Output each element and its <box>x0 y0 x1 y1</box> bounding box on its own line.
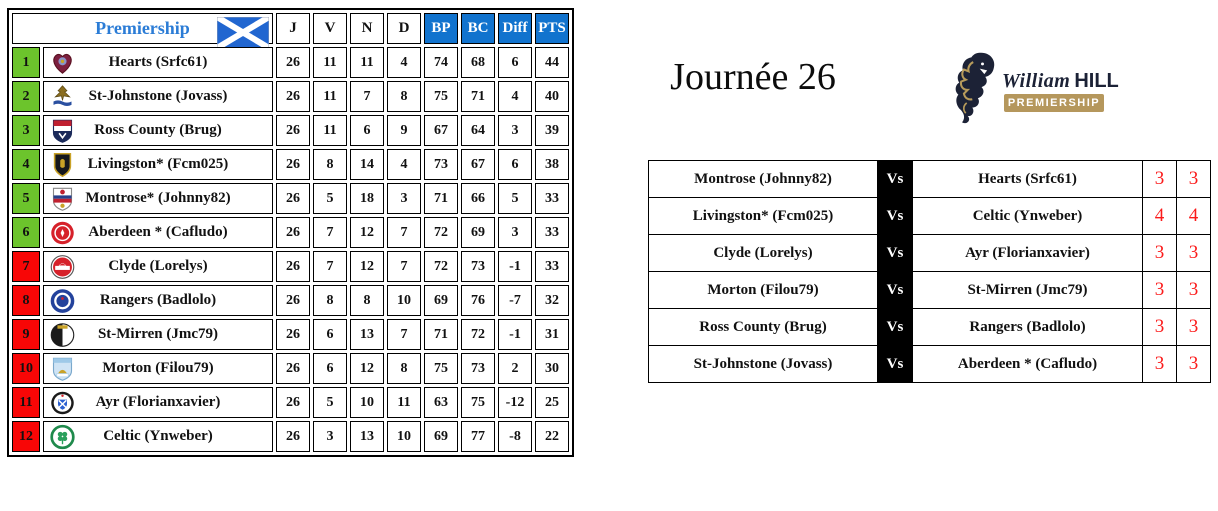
morton-crest-icon <box>49 355 76 382</box>
goals-against-cell: 71 <box>461 81 495 112</box>
goals-for-cell: 72 <box>424 251 458 282</box>
goals-against-cell: 69 <box>461 217 495 248</box>
vs-label: Vs <box>878 309 913 346</box>
losses-cell: 11 <box>387 387 421 418</box>
goals-for-cell: 74 <box>424 47 458 78</box>
team-name: Celtic (Ynweber) <box>103 428 213 444</box>
livingston-crest-icon <box>49 151 76 178</box>
home-team: Livingston* (Fcm025) <box>649 198 878 235</box>
goals-for-cell: 69 <box>424 421 458 452</box>
goal-diff-cell: 3 <box>498 217 532 248</box>
goal-diff-cell: 6 <box>498 149 532 180</box>
standings-row <box>12 421 569 452</box>
wins-cell: 6 <box>313 319 347 350</box>
home-score: 4 <box>1143 198 1177 235</box>
goals-against-cell: 66 <box>461 183 495 214</box>
vs-label: Vs <box>878 161 913 198</box>
position-cell: 1 <box>12 47 40 78</box>
vs-label: Vs <box>878 198 913 235</box>
williamhill-wordmark <box>1002 70 1119 93</box>
team-name: Livingston* (Fcm025) <box>87 156 229 172</box>
team-name: Aberdeen * (Cafludo) <box>88 224 228 240</box>
goal-diff-cell: -12 <box>498 387 532 418</box>
points-cell: 33 <box>535 183 569 214</box>
goals-against-cell: 67 <box>461 149 495 180</box>
position-cell: 8 <box>12 285 40 316</box>
losses-cell: 4 <box>387 149 421 180</box>
team-cell <box>43 81 273 112</box>
played-cell: 26 <box>276 421 310 452</box>
col-header-v: V <box>313 13 347 44</box>
home-team: St-Johnstone (Jovass) <box>649 346 878 383</box>
aberdeen-crest-icon <box>49 219 76 246</box>
wins-cell: 3 <box>313 421 347 452</box>
team-cell <box>43 115 273 146</box>
williamhill-script-text: William <box>1002 70 1071 92</box>
losses-cell: 7 <box>387 319 421 350</box>
league-title: Premiership <box>95 18 190 38</box>
position-cell: 3 <box>12 115 40 146</box>
position-cell: 7 <box>12 251 40 282</box>
losses-cell: 9 <box>387 115 421 146</box>
team-cell <box>43 285 273 316</box>
played-cell: 26 <box>276 183 310 214</box>
points-cell: 44 <box>535 47 569 78</box>
position-cell: 2 <box>12 81 40 112</box>
standings-table <box>7 8 574 457</box>
goal-diff-cell: 3 <box>498 115 532 146</box>
losses-cell: 8 <box>387 81 421 112</box>
team-name: Rangers (Badlolo) <box>99 292 217 308</box>
played-cell: 26 <box>276 387 310 418</box>
position-cell: 9 <box>12 319 40 350</box>
goals-for-cell: 63 <box>424 387 458 418</box>
standings-body <box>12 47 569 452</box>
points-cell: 40 <box>535 81 569 112</box>
standings-row <box>12 47 569 78</box>
points-cell: 31 <box>535 319 569 350</box>
position-cell: 10 <box>12 353 40 384</box>
wins-cell: 5 <box>313 387 347 418</box>
goals-against-cell: 73 <box>461 251 495 282</box>
wins-cell: 11 <box>313 47 347 78</box>
goals-for-cell: 71 <box>424 319 458 350</box>
goals-for-cell: 75 <box>424 81 458 112</box>
position-cell: 12 <box>12 421 40 452</box>
played-cell: 26 <box>276 319 310 350</box>
standings-row <box>12 285 569 316</box>
standings-row <box>12 81 569 112</box>
home-score: 3 <box>1143 161 1177 198</box>
williamhill-premiership-logo <box>948 50 1119 130</box>
home-team: Ross County (Brug) <box>649 309 878 346</box>
fixture-row <box>649 161 1211 198</box>
points-cell: 25 <box>535 387 569 418</box>
premiership-banner: PREMIERSHIP <box>1004 94 1104 112</box>
goal-diff-cell: 2 <box>498 353 532 384</box>
col-header-n: N <box>350 13 384 44</box>
losses-cell: 8 <box>387 353 421 384</box>
goal-diff-cell: 4 <box>498 81 532 112</box>
home-score: 3 <box>1143 235 1177 272</box>
col-header-diff: Diff <box>498 13 532 44</box>
wins-cell: 6 <box>313 353 347 384</box>
draws-cell: 12 <box>350 251 384 282</box>
fixture-row <box>649 235 1211 272</box>
standings-row <box>12 251 569 282</box>
williamhill-lion-icon <box>948 50 1004 128</box>
away-score: 3 <box>1177 309 1211 346</box>
col-header-bp: BP <box>424 13 458 44</box>
standings-row <box>12 115 569 146</box>
losses-cell: 10 <box>387 421 421 452</box>
played-cell: 26 <box>276 115 310 146</box>
vs-label: Vs <box>878 235 913 272</box>
wins-cell: 7 <box>313 251 347 282</box>
team-name: Ross County (Brug) <box>94 122 222 138</box>
away-score: 3 <box>1177 161 1211 198</box>
team-cell <box>43 353 273 384</box>
points-cell: 38 <box>535 149 569 180</box>
rosscounty-crest-icon <box>49 117 76 144</box>
goals-for-cell: 75 <box>424 353 458 384</box>
fixture-row <box>649 309 1211 346</box>
goal-diff-cell: -7 <box>498 285 532 316</box>
draws-cell: 11 <box>350 47 384 78</box>
draws-cell: 6 <box>350 115 384 146</box>
goals-against-cell: 75 <box>461 387 495 418</box>
away-score: 3 <box>1177 272 1211 309</box>
away-team: Celtic (Ynweber) <box>913 198 1143 235</box>
home-score: 3 <box>1143 309 1177 346</box>
played-cell: 26 <box>276 81 310 112</box>
losses-cell: 7 <box>387 217 421 248</box>
hearts-crest-icon <box>49 49 76 76</box>
losses-cell: 3 <box>387 183 421 214</box>
losses-cell: 10 <box>387 285 421 316</box>
draws-cell: 7 <box>350 81 384 112</box>
celtic-crest-icon <box>49 423 76 450</box>
home-team: Morton (Filou79) <box>649 272 878 309</box>
team-cell <box>43 421 273 452</box>
position-cell: 6 <box>12 217 40 248</box>
team-name: Morton (Filou79) <box>102 360 214 376</box>
standings-header <box>12 13 569 44</box>
points-cell: 39 <box>535 115 569 146</box>
draws-cell: 13 <box>350 319 384 350</box>
away-team: Hearts (Srfc61) <box>913 161 1143 198</box>
away-score: 4 <box>1177 198 1211 235</box>
wins-cell: 7 <box>313 217 347 248</box>
away-score: 3 <box>1177 235 1211 272</box>
goals-against-cell: 76 <box>461 285 495 316</box>
team-name: Hearts (Srfc61) <box>108 54 208 70</box>
away-team: Rangers (Badlolo) <box>913 309 1143 346</box>
points-cell: 22 <box>535 421 569 452</box>
league-title-cell <box>12 13 273 44</box>
played-cell: 26 <box>276 251 310 282</box>
col-header-d: D <box>387 13 421 44</box>
team-name: Montrose* (Johnny82) <box>85 190 231 206</box>
team-cell <box>43 319 273 350</box>
home-score: 3 <box>1143 346 1177 383</box>
played-cell: 26 <box>276 285 310 316</box>
played-cell: 26 <box>276 353 310 384</box>
losses-cell: 4 <box>387 47 421 78</box>
played-cell: 26 <box>276 149 310 180</box>
wins-cell: 8 <box>313 149 347 180</box>
goals-for-cell: 67 <box>424 115 458 146</box>
stjohnstone-crest-icon <box>49 83 76 110</box>
goal-diff-cell: -1 <box>498 251 532 282</box>
standings-row <box>12 319 569 350</box>
ayr-crest-icon <box>49 389 76 416</box>
draws-cell: 14 <box>350 149 384 180</box>
goals-against-cell: 64 <box>461 115 495 146</box>
points-cell: 33 <box>535 217 569 248</box>
goals-against-cell: 77 <box>461 421 495 452</box>
away-score: 3 <box>1177 346 1211 383</box>
team-cell <box>43 183 273 214</box>
standings-row <box>12 149 569 180</box>
standings-row <box>12 217 569 248</box>
home-score: 3 <box>1143 272 1177 309</box>
fixtures-table <box>648 160 1211 383</box>
points-cell: 32 <box>535 285 569 316</box>
fixture-row <box>649 346 1211 383</box>
position-cell: 11 <box>12 387 40 418</box>
col-header-j: J <box>276 13 310 44</box>
fixtures-body <box>649 161 1211 383</box>
goal-diff-cell: -8 <box>498 421 532 452</box>
matchday-title: Journée 26 <box>670 56 836 98</box>
goals-against-cell: 72 <box>461 319 495 350</box>
wins-cell: 11 <box>313 115 347 146</box>
draws-cell: 10 <box>350 387 384 418</box>
position-cell: 4 <box>12 149 40 180</box>
team-name: St-Mirren (Jmc79) <box>97 326 219 342</box>
standings-row <box>12 387 569 418</box>
vs-label: Vs <box>878 346 913 383</box>
team-name: St-Johnstone (Jovass) <box>88 88 228 104</box>
draws-cell: 13 <box>350 421 384 452</box>
standings-row <box>12 353 569 384</box>
stmirren-crest-icon <box>49 321 76 348</box>
goals-for-cell: 72 <box>424 217 458 248</box>
played-cell: 26 <box>276 217 310 248</box>
points-cell: 30 <box>535 353 569 384</box>
goals-against-cell: 68 <box>461 47 495 78</box>
draws-cell: 12 <box>350 353 384 384</box>
wins-cell: 8 <box>313 285 347 316</box>
fixture-row <box>649 272 1211 309</box>
points-cell: 33 <box>535 251 569 282</box>
home-team: Clyde (Lorelys) <box>649 235 878 272</box>
williamhill-bold-text: HILL <box>1074 70 1119 92</box>
played-cell: 26 <box>276 47 310 78</box>
team-cell <box>43 149 273 180</box>
goals-for-cell: 73 <box>424 149 458 180</box>
goal-diff-cell: 5 <box>498 183 532 214</box>
away-team: Aberdeen * (Cafludo) <box>913 346 1143 383</box>
team-cell <box>43 217 273 248</box>
col-header-bc: BC <box>461 13 495 44</box>
team-cell <box>43 251 273 282</box>
goals-against-cell: 73 <box>461 353 495 384</box>
col-header-pts: PTS <box>535 13 569 44</box>
away-team: St-Mirren (Jmc79) <box>913 272 1143 309</box>
standings-row <box>12 183 569 214</box>
draws-cell: 8 <box>350 285 384 316</box>
clyde-crest-icon <box>49 253 76 280</box>
fixture-row <box>649 198 1211 235</box>
goals-for-cell: 69 <box>424 285 458 316</box>
goals-for-cell: 71 <box>424 183 458 214</box>
vs-label: Vs <box>878 272 913 309</box>
draws-cell: 12 <box>350 217 384 248</box>
scotland-flag-icon <box>217 17 269 48</box>
home-team: Montrose (Johnny82) <box>649 161 878 198</box>
team-name: Ayr (Florianxavier) <box>95 394 221 410</box>
rangers-crest-icon <box>49 287 76 314</box>
losses-cell: 7 <box>387 251 421 282</box>
away-team: Ayr (Florianxavier) <box>913 235 1143 272</box>
goal-diff-cell: 6 <box>498 47 532 78</box>
team-cell <box>43 387 273 418</box>
team-cell <box>43 47 273 78</box>
wins-cell: 11 <box>313 81 347 112</box>
draws-cell: 18 <box>350 183 384 214</box>
position-cell: 5 <box>12 183 40 214</box>
wins-cell: 5 <box>313 183 347 214</box>
team-name: Clyde (Lorelys) <box>108 258 208 274</box>
goal-diff-cell: -1 <box>498 319 532 350</box>
montrose-crest-icon <box>49 185 76 212</box>
